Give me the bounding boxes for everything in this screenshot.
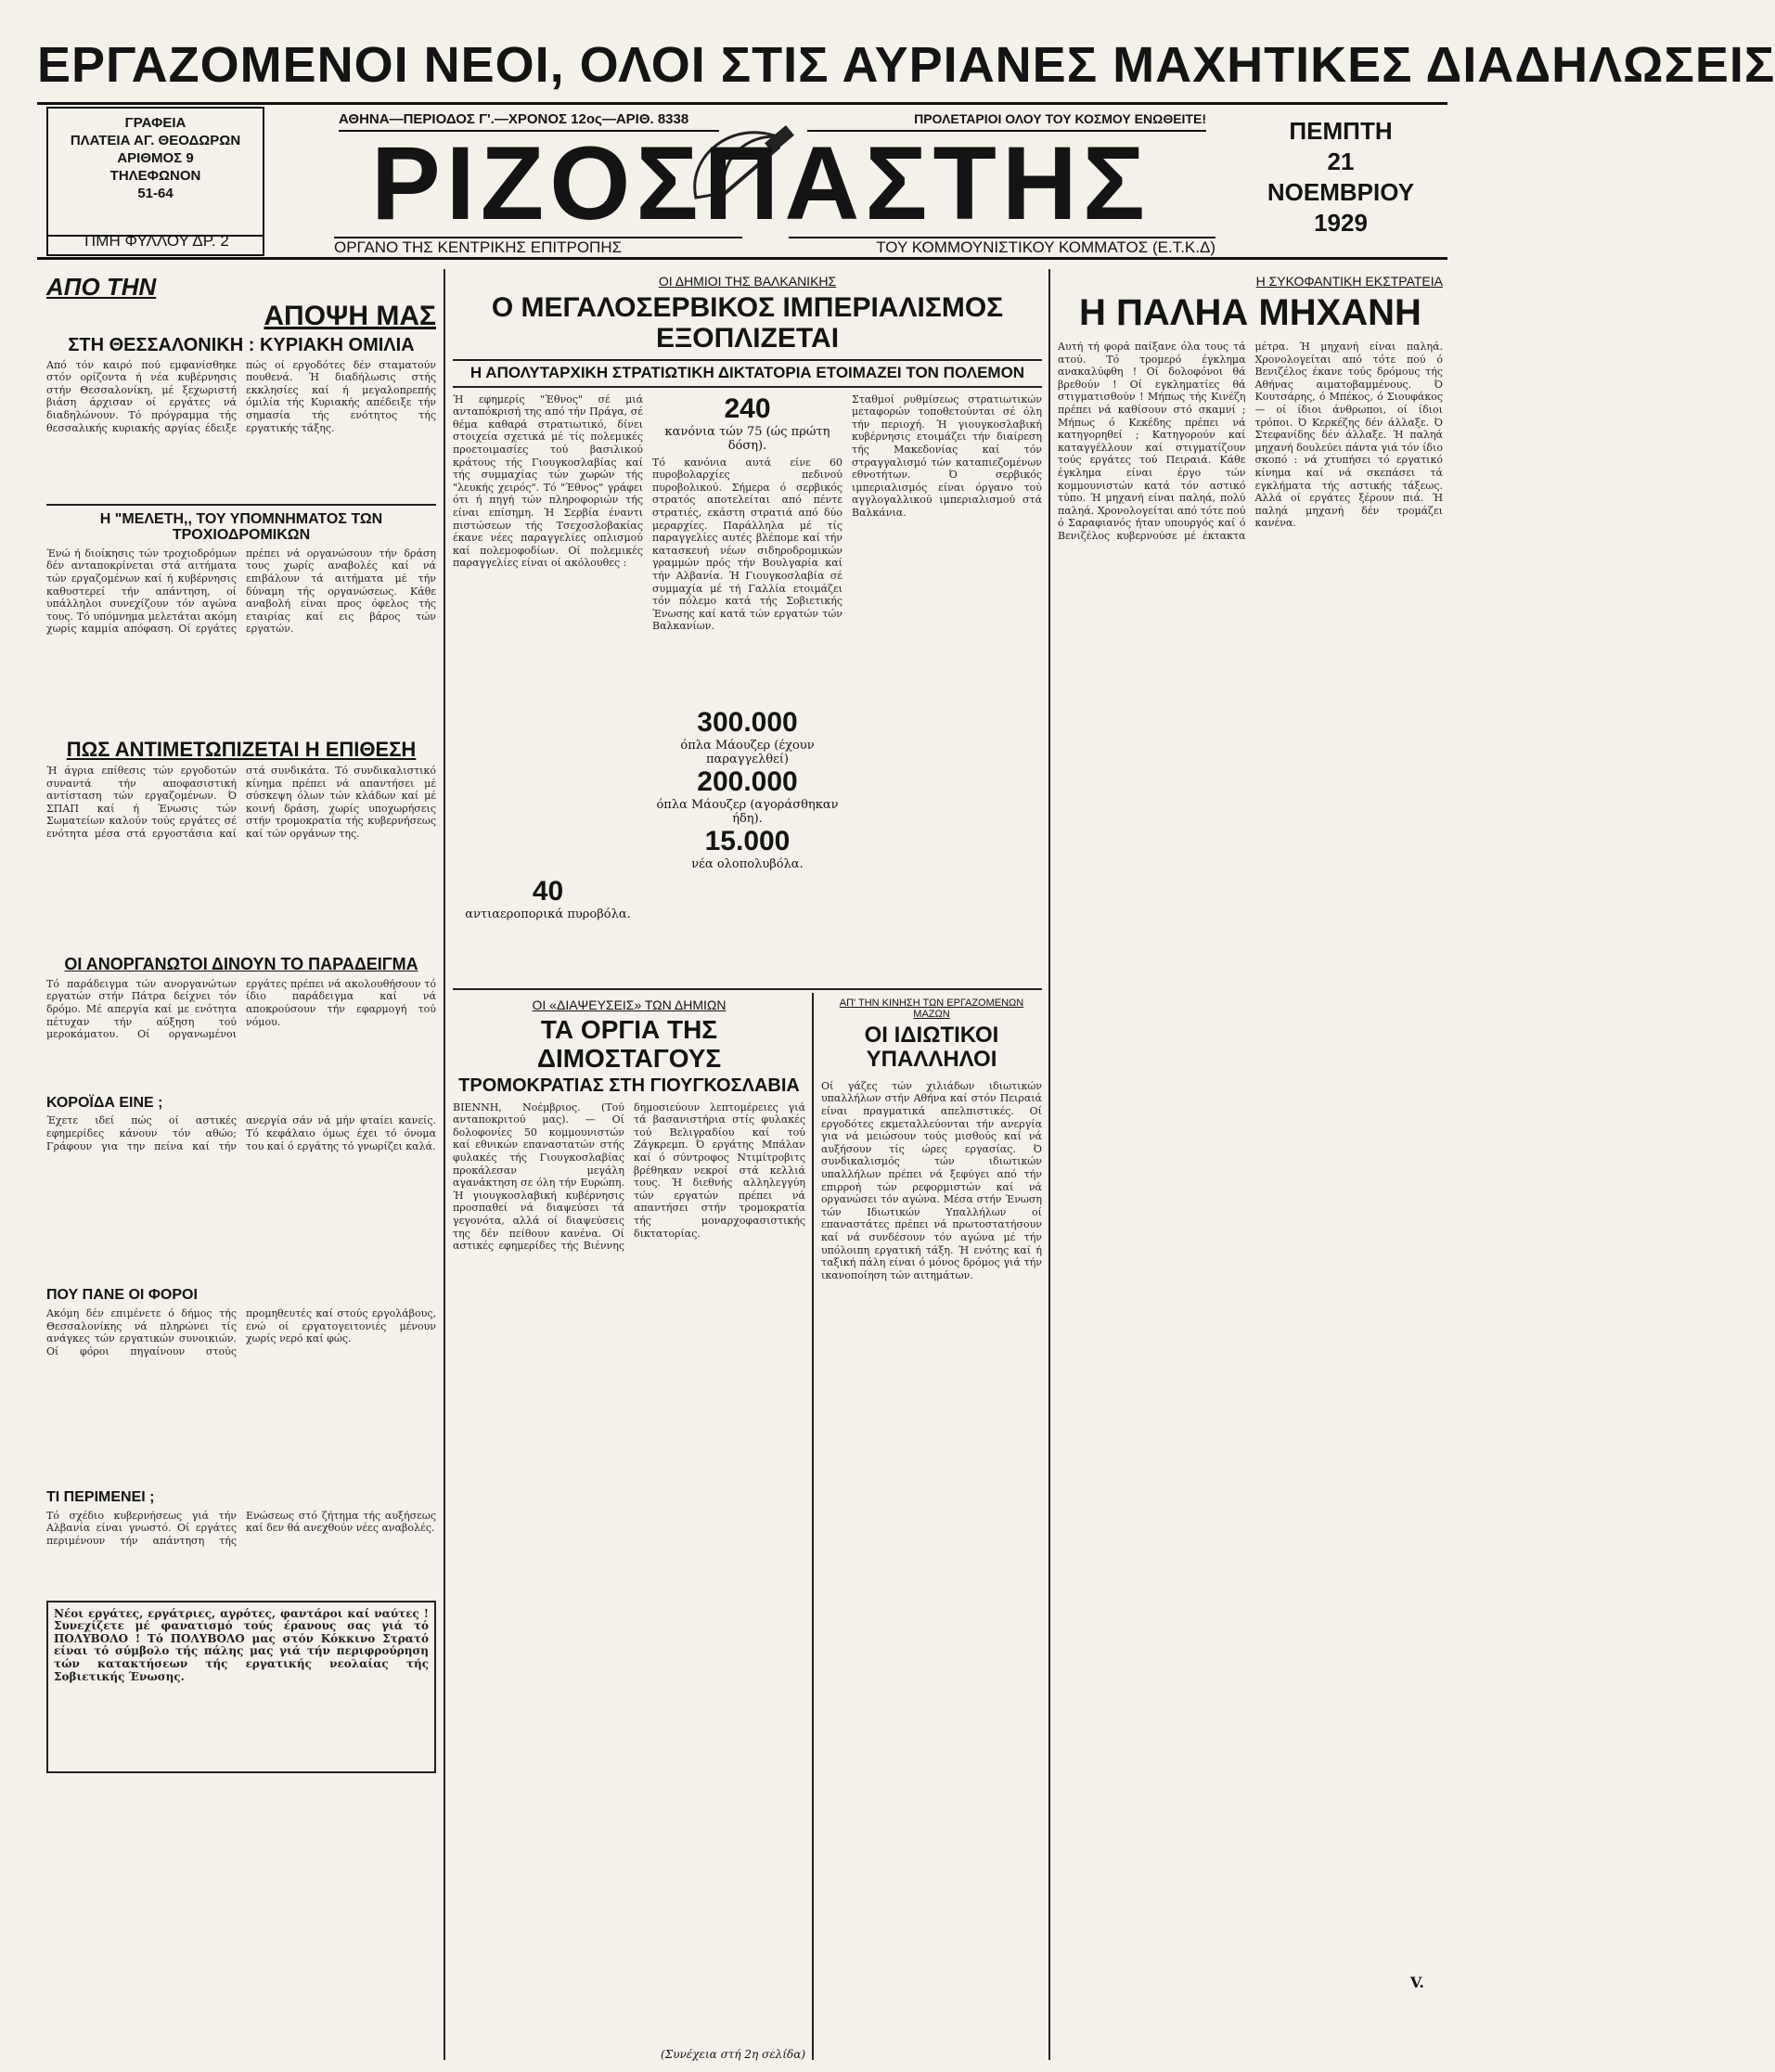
newspaper-title: ΡΙΖΟΣΠΑΣΤΗΣ xyxy=(370,125,1151,241)
article-title: Η "ΜΕΛΕΤΗ,, ΤΟΥ ΥΠΟΜΝΗΜΑΤΟΣ ΤΩΝ ΤΡΟΧΙΟΔΡΟΜΙΚΩΝ xyxy=(99,510,383,544)
article-kicker: Η ΣΥΚΟΦΑΝΤΙΚΗ ΕΚΣΤΡΑΤΕΙΑ xyxy=(1255,274,1443,289)
article-body: Ή άγρια επίθεσις τών εργοδοτών συναντά τήν αποφασιστική αντίσταση τών εργαζομένων. Ό ΣΠΑΠ καί ή Ένωσις τών Σωματείων καλούν τούς εργάτες σέ ενότητα μέσα στά εργοστάσια καί στά συνδικάτα. Τό συνδικαλιστικό κίνημα πρέπει νά απαντήσει μέ σύσκεψη όλων τών κλάδων καί μέ κοινή δράση, χωρίς υποχωρήσεις στήν τρομοκρατία τής κυβερνήσεως καί τών οργάνων της. xyxy=(46,764,436,840)
offices-line: ΑΡΙΘΜΟΣ 9 xyxy=(117,150,194,166)
column-divider xyxy=(1048,269,1050,2060)
date-year: 1929 xyxy=(1314,209,1368,237)
article-body: Οί γάζες τών χιλιάδων ιδιωτικών υπαλλήλων στήν Αθήνα καί στόν Πειραιά είναι πραγματικά απελπιστικές. Οί εργοδότες εκμεταλλεύονται τήν ανεργία για νά μειώσουν τούς μισθούς καί νά αυξήσουν τίς ώρες εργασίας. Ό συνδικαλισμός τών ιδιωτικών υπαλλήλων πρέπει νά ξεφύγει από τήν επιρροή τών ρεφορμιστών καί νά οργανώσει τόν αγώνα. Μέσα στήν Ένωση τών Ιδιωτικών Υπαλλήλων οί επαναστάτες πρέπει νά πρωτοστατήσουν καί νά συνδέσουν τόν αγώνα μέ τήν υπόλοιπη εργατική τάξη. Ή ενότης καί ή ταξική πάλη είναι ό μόνος δρόμος γιά τήν ικανοποίηση τών αιτημάτων. xyxy=(821,1079,1042,1281)
article-subtitle: ΤΡΟΜΟΚΡΑΤΙΑΣ ΣΤΗ ΓΙΟΥΓΚΟΣΛΑΒΙΑ xyxy=(458,1075,800,1096)
article-body: Ή εφημερίς "Έθνος" σέ μιά ανταπόκρισή της από τήν Πράγα, σέ θέμα καθαρά στρατιωτικό, δίνει στοιχεία σχετικά μέ τίς πολεμικές προετοιμασίες τού βασιλικού κράτους τής Γιουγκοσλαβίας καί τής συμμαχίας τών χωρών τής "λευκής χειρός". Τό "Έθνος" γράφει ότι ή πηγή τών πληροφοριών τής είναι επίσημη. Ή Σερβία έναντι πιστώσεων τής Τσεχοσλοβακίας έκανε νέες παραγγελίες οπλισμού καί πολεμοφοδίων. Οί πολεμικές παραγγελίες είναι οί ακόλουθες : xyxy=(453,393,643,570)
article-body: Ένώ ή διοίκησις τών τροχιοδρόμων δέν ανταποκρίνεται στά αιτήματα τών εργαζομένων καί ή κυβέρνησις καθυστερεί τήν απάντηση, οί υπάλληλοι συνεχίζουν τόν αγώνα τους. Τό υπόμνημα μελετάται ακόμη χωρίς καμμία απόφαση. Οί εργάτες πρέπει νά οργανώσουν τήν δράση τους χωρίς αναβολές καί νά επιβάλουν τά αιτήματα μέ τήν δύναμη τής οργανώσεως. Κάθε αναβολή είναι προς όφελος τής εταιρίας καί εις βάρος τών εργατών. xyxy=(46,547,436,636)
figure-value: 240 xyxy=(724,393,771,424)
figure-note: κανόνια τών 75 (ώς πρώτη δόση). xyxy=(664,424,830,453)
article-body: Έχετε ιδεί πώς οί αστικές εφημερίδες κάνουν τόν αθώο; Γράφουν για την πείνα καί τήν ανεργία σάν νά μήν φταίει κανείς. Τό κεφάλαιο όμως έχει τό όνομα του καί ό εργάτης τό γνωρίζει καλά. xyxy=(46,1114,436,1152)
figure-value: 40 xyxy=(532,875,564,907)
article-body: Τό κανόνια αυτά είνε 60 πυροβολαρχίες πεδινού πυροβολικού. Σήμερα ό σερβικός στρατός αποτελείται από πέντε στρατιές, εκάστη στρατιά από δύο μεραρχίες. Παράλληλα μέ τίς παραγγελίες αυτές βλέπομε καί τήν κατασκευή νέων σιδηροδρομικών γραμμών πρός τήν Βουλγαρία καί τήν Αλβανία. Ή Γιουγκοσλαβία σέ συμμαχία μέ τή Γαλλία ετοιμάζει τόν πόλεμο κατά τής Σοβιετικής Ένωσης καί κατά τών εργατών τών Βαλκανίων. xyxy=(652,456,842,633)
slogan: ΠΡΟΛΕΤΑΡΙΟΙ ΟΛΟΥ ΤΟΥ ΚΟΣΜΟΥ ΕΝΩΘΕΙΤΕ! xyxy=(807,111,1206,132)
price-label: ΤΙΜΗ ΦΥΛΛΟΥ ΔΡ. 2 xyxy=(46,232,264,256)
figure-value: 300.000 xyxy=(697,706,798,738)
terror-article xyxy=(453,997,805,2061)
section-header: ΑΠΟ ΤΗΝ xyxy=(46,273,157,301)
article-body: Αυτή τή φορά παίξανε όλα τους τά ατού. Τό τρομερό έγκλημα ανακαλύφθη ! Οί δολοφόνοι θά βρεθούν ! Οί εγκληματίες θά στιγματισθούν ! Μήπως τής Κινέζη πρέπει νά καθίσουν στό σκαμνί ; Μήπως ό Κεκέδης πρέπει νά κατηγορηθεί ; Κατηγορούν καί καταγγέλλουν καί στιγματίζουν τούς εργάτες τού Πειραιά. Κάθε έγκλημα είναι έργο τών κομμουνιστών κατά τόν αστικό τύπο. Ή μηχανή είναι παληά, πολύ παληά. Χρονολογείται από τότε πού ό Σαραφιανός ήταν υπουργός καί ό Βενιζέλος κυβερνούσε μέ έκτακτα μέτρα. Ή μηχανή είναι παληά. Χρονολογείται από τότε πού ό Βενιζέλος έκανε τούς δρόμους τής Αθήνας αιματοβαμμένους. Ό Κουτσάρης, ό Μπέκος, ό Σιουφάκος — οί ίδιοι άνθρωποι, οί ίδιοι τρόποι. Ό Κερκέζης δέν άλλαξε. Ό Στεφανίδης δέν άλλαξε. Ή παληά μηχανή δουλεύει πάντα γιά τόν ίδιο σκοπό : νά χτυπήσει τό εργατικό κίνημα καί νά σκεπάσει τά εγκλήματα τής αστικής τάξεως. Αλλά οί εργάτες ξέρουν πιά. Ή παληά μηχανή δέν τρομάζει κανένα. xyxy=(1058,341,1443,542)
article-body: Από τόν καιρό πού εμφανίσθηκε στόν ορίζοντα ή νέα κυβέρνησις στήν Θεσσαλονίκη, μέ ξεχωριστή βιάση άρχισαν οί εργάτες νά διαδηλώνουν. Τό πρόγραμμα τής θεσσαλικής κυριακής αργίας έδειξε πώς οί εργοδότες δέν σταματούν πουθενά. Ή διαδήλωσις στής εκκλησίες καί ή μεγαλοπρεπής όμιλία τής Κυριακής απέδειξε τήν σημασία τής ενότητος τής εργατικής τάξης. xyxy=(46,358,436,434)
article-title: ΤΙ ΠΕΡΙΜΕΝΕΙ ; xyxy=(46,1488,155,1505)
offices-line: ΤΗΛΕΦΩΝΟΝ xyxy=(109,168,201,184)
date-day: 21 xyxy=(1327,148,1355,175)
article-body: Τό παράδειγμα τών ανοργανώτων εργατών στήν Πάτρα δείχνει τόν δρόμο. Μέ απεργία καί με ενότητα πέτυχαν τήν αύξηση τού μεροκάματου. Οί οργανωμένοι εργάτες πρέπει νά ακολουθήσουν τό ίδιο παράδειγμα καί νά αποκρούσουν τήν εφαρμογή τού νόμου. xyxy=(46,977,436,1041)
article-body: ΒΙΕΝΝΗ, Νοέμβριος. (Τού ανταποκριτού μας). — Οί δολοφονίες 50 κομμουνιστών καί εθνικών επαναστατών στής φυλακές τής Γιουγκοσλαβίας προκάλεσαν μεγάλη αγανάκτηση σε όλη τήν Ευρώπη. Ή γιουγκοσλαβική κυβέρνησις προσπαθεί νά διαψεύσει τά γεγονότα, αλλά οί διαψεύσεις της δέν πείθουν κανένα. Οί αστικές εφημερίδες τής Βιέννης δημοσιεύουν λεπτομέρειες γιά τά βασανιστήρια στίς φυλακές τού Βελιγραδίου καί τού Ζάγκρεμπ. Ό εργάτης Μπάλαν καί ό σύντροφος Ντιμίτροβιτς βρέθηκαν νεκροί στά κελλιά τους. Ή διεθνής αλληλεγγύη τών εργατών πρέπει νά απαντήσει στήν τρομοκρατία τής μοναρχοφασιστικής δικτατορίας. xyxy=(453,1100,805,1253)
continued-note: (Συνέχεια στή 2η σελίδα) xyxy=(661,2047,805,2061)
issue-info: ΑΘΗΝΑ—ΠΕΡΙΟΔΟΣ Γ'.—ΧΡΟΝΟΣ 12ος—ΑΡΙΘ. 8338 xyxy=(339,111,719,132)
balkan-article xyxy=(453,274,1042,988)
figure-value: 15.000 xyxy=(704,825,791,856)
employees-article xyxy=(821,997,1042,2055)
signature: V. xyxy=(1409,1974,1424,1991)
article-title: ΟΙ ΑΝΟΡΓΑΝΩΤΟΙ ΔΙΝΟΥΝ ΤΟ ΠΑΡΑΔΕΙΓΜΑ xyxy=(64,954,418,973)
column-divider xyxy=(812,993,814,2060)
article-title: ΣΤΗ ΘΕΣΣΑΛΟΝΙΚΗ : ΚΥΡΙΑΚΗ ΟΜΙΛΙΑ xyxy=(68,334,415,355)
section-header: ΑΠΟΨΗ ΜΑΣ xyxy=(264,300,436,331)
article-body: Ακόμη δέν επιμένετε ό δήμος τής Θεσσαλονίκης νά πληρώνει τίς ανάγκες τών εργατικών συνοικιών. Οί φόροι πηγαίνουν στούς προμηθευτές καί στούς εργολάβους, ενώ οί εργατογειτονιές μένουν χωρίς νερό καί φώς. xyxy=(46,1306,436,1358)
article-title: Ο ΜΕΓΑΛΟΣΕΡΒΙΚΟΣ ΙΜΠΕΡΙΑΛΙΣΜΟΣ ΕΞΟΠΛΙΖΕΤΑΙ xyxy=(491,292,1004,354)
offices-line: 51-64 xyxy=(137,186,174,201)
article-body: Τό σχέδιο κυβερνήσεως γιά τήν Αλβανία είναι γνωστό. Οί εργάτες περιμένουν τήν απάντηση τής Ενώσεως στό ζήτημα τής αυξήσεως καί δεν θά ανεχθούν νέες αναβολές. xyxy=(46,1509,436,1547)
article-title: ΚΟΡΟΪΔΑ ΕΙΝΕ ; xyxy=(46,1094,163,1111)
offices-box xyxy=(46,107,264,237)
date-weekday: ΠΕΜΠΤΗ xyxy=(1289,117,1393,145)
offices-line: ΓΡΑΦΕΙΑ xyxy=(124,115,187,131)
article-kicker: ΑΠ' ΤΗΝ ΚΙΝΗΣΗ ΤΩΝ ΕΡΓΑΖΟΜΕΝΩΝ ΜΑΖΩΝ xyxy=(839,997,1024,1020)
appeal-box: Νέοι εργάτες, εργάτριες, αγρότες, φαντάροι καί ναύτες ! Συνεχίζετε μέ φανατισμό τούς έρανους σας γιά τό ΠΟΛΥΒΟΛΟ ! Τό ΠΟΛΥΒΟΛΟ μας στόν Κόκκινο Στρατό είναι τό σύμβολο τής πάλης μας γιά τήν περιφρούρηση τών κατακτήσεων τής εργατικής νεολαίας τής Σοβιετικής Ένωσης. xyxy=(46,1601,436,1773)
figure-note: όπλα Μάουζερ (έχουν παραγγελθεί) xyxy=(680,738,815,766)
article-title: Η ΠΑΛΗΑ ΜΗΧΑΝΗ xyxy=(1079,292,1421,333)
article-kicker: ΟΙ ΔΗΜΙΟΙ ΤΗΣ ΒΑΛΚΑΝΙΚΗΣ xyxy=(658,274,837,289)
article-title: ΠΩΣ ΑΝΤΙΜΕΤΩΠΙΖΕΤΑΙ Η ΕΠΙΘΕΣΗ xyxy=(66,737,417,761)
article-title: ΟΙ ΙΔΙΩΤΙΚΟΙ ΥΠΑΛΛΗΛΟΙ xyxy=(864,1023,999,1073)
offices-line: ΠΛΑΤΕΙΑ ΑΓ. ΘΕΟΔΩΡΩΝ xyxy=(70,133,241,148)
article-body: Σταθμοί ρυθμίσεως στρατιωτικών μεταφορών τοποθετούνται σέ όλη τήν περιοχή. Ή γιουγκοσλαβική κυβέρνησις ετοιμάζει τήν διαίρεση τής Μακεδονίας καί τόν στραγγαλισμό τών καταπιεζομένων εθνοτήτων. Ό σερβικός ιμπεριαλισμός είναι όργανο τού αγγλογαλλικού ιμπεριαλισμού στά Βαλκάνια. xyxy=(852,393,1042,520)
article-title: ΠΟΥ ΠΑΝΕ ΟΙ ΦΟΡΟΙ xyxy=(46,1287,198,1304)
article-kicker: ΟΙ «ΔΙΑΨΕΥΣΕΙΣ» ΤΩΝ ΔΗΜΙΩΝ xyxy=(532,997,727,1012)
figure-note: όπλα Μάουζερ (αγοράσθηκαν ήδη). xyxy=(656,797,839,826)
date-month: ΝΟΕΜΒΡΙΟΥ xyxy=(1267,178,1415,206)
date-box xyxy=(1243,116,1438,255)
figure-note: νέα ολοπολυβόλα. xyxy=(691,856,804,871)
organ-left: ΟΡΓΑΝΟ ΤΗΣ ΚΕΝΤΡΙΚΗΣ ΕΠΙΤΡΟΠΗΣ xyxy=(334,237,742,257)
figure-value: 200.000 xyxy=(697,766,798,797)
column-1 xyxy=(46,274,436,2055)
old-machine-article xyxy=(1058,274,1443,2055)
organ-right: ΤΟΥ ΚΟΜΜΟΥΝΙΣΤΙΚΟΥ ΚΟΜΜΑΤΟΣ (Ε.Τ.Κ.Δ) xyxy=(789,237,1215,257)
divider xyxy=(453,988,1042,990)
divider xyxy=(46,504,436,506)
figure-note: αντιαεροπορικά πυροβόλα. xyxy=(465,907,631,921)
article-title: ΤΑ ΟΡΓΙΑ ΤΗΣ ΔΙΜΟΣΤΑΓΟΥΣ xyxy=(536,1015,722,1073)
top-banner-headline: ΕΡΓΑΖΟΜΕΝΟΙ ΝΕΟΙ, ΟΛΟΙ ΣΤΙΣ ΑΥΡΙΑΝΕΣ ΜΑΧΗΤΙΚΕΣ ΔΙΑΔΗΛΩΣΕΙΣ xyxy=(37,37,1775,93)
column-divider xyxy=(444,269,445,2060)
article-subtitle: Η ΑΠΟΛΥΤΑΡΧΙΚΗ ΣΤΡΑΤΙΩΤΙΚΗ ΔΙΚΤΑΤΟΡΙΑ ΕΤΟΙΜΑΖΕΙ ΤΟΝ ΠΟΛΕΜΟΝ xyxy=(453,359,1042,388)
